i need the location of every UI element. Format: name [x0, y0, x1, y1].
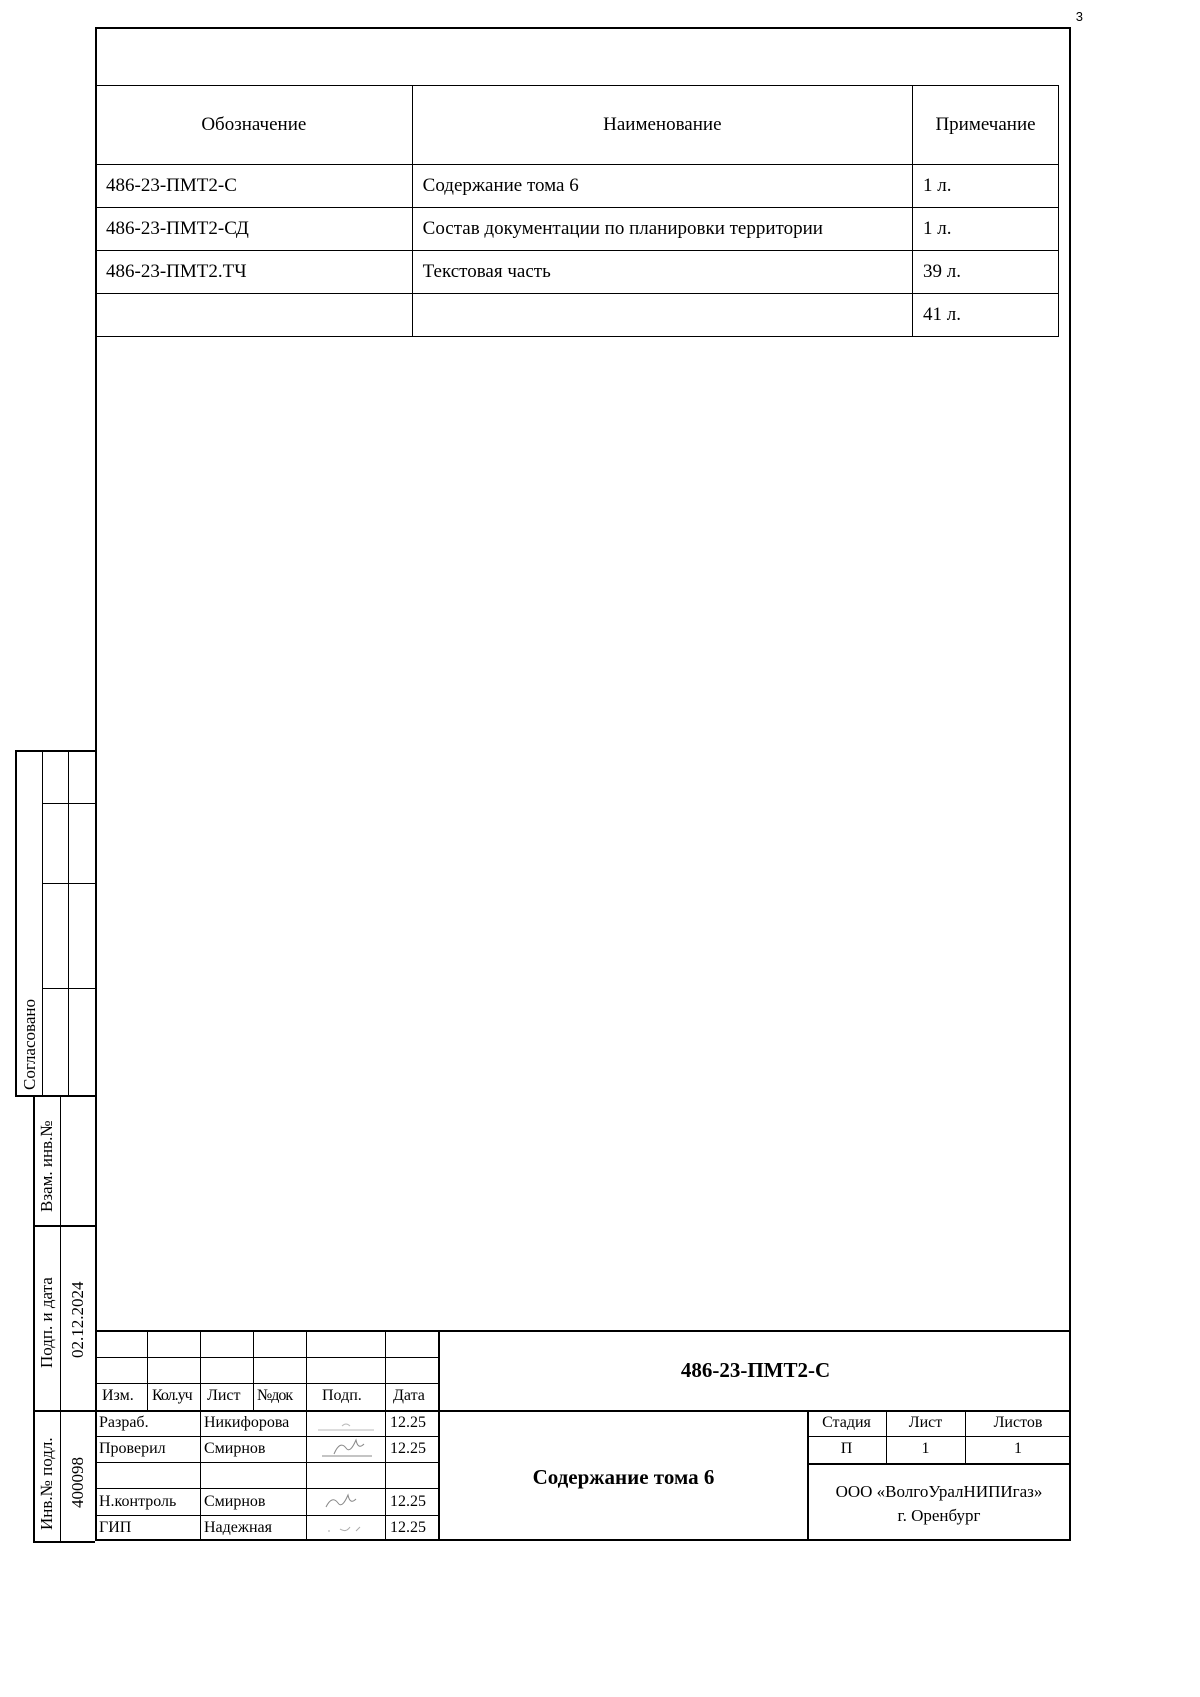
- row-note: 41 л.: [913, 294, 1059, 337]
- row-name: Содержание тома 6: [412, 165, 912, 208]
- page-number: 3: [1075, 9, 1083, 24]
- row-name: [412, 294, 912, 337]
- row-name: Состав документации по планировки территории: [412, 208, 912, 251]
- signer-date: 12.25: [390, 1440, 426, 1457]
- contents-header-row: [96, 86, 1059, 165]
- row-note: 39 л.: [913, 251, 1059, 294]
- row-designation: 486-23-ПМТ2-С: [96, 165, 413, 208]
- signature-icon: [312, 1491, 380, 1513]
- row-designation: 486-23-ПМТ2.ТЧ: [96, 251, 413, 294]
- signer-role: Н.контроль: [99, 1493, 177, 1510]
- col-list: Лист: [207, 1387, 241, 1404]
- sheet-label: Лист: [908, 1414, 943, 1431]
- sign-date-label: Подп. и дата: [37, 1277, 56, 1368]
- header-note: Примечание: [913, 86, 1059, 165]
- signer-date: 12.25: [390, 1414, 426, 1431]
- inv-value: 400098: [68, 1457, 87, 1508]
- contents-table: [95, 85, 1059, 337]
- row-designation: 486-23-ПМТ2-СД: [96, 208, 413, 251]
- replace-inv-label: Взам. инв.№: [37, 1120, 56, 1212]
- sheet-value: 1: [921, 1440, 930, 1457]
- signer-date: 12.25: [390, 1493, 426, 1510]
- col-ndok: №док: [257, 1387, 293, 1404]
- row-note: 1 л.: [913, 208, 1059, 251]
- header-designation: Обозначение: [96, 86, 413, 165]
- document-title: Содержание тома 6: [532, 1465, 715, 1489]
- col-data: Дата: [393, 1387, 425, 1404]
- signer-role: Разраб.: [99, 1414, 149, 1431]
- document-code: 486-23-ПМТ2-С: [680, 1358, 831, 1382]
- organization-city: г. Оренбург: [897, 1506, 981, 1525]
- table-row: [96, 208, 1059, 251]
- signer-role: Проверил: [99, 1440, 166, 1457]
- signature-icon: [312, 1438, 380, 1460]
- signer-name: Смирнов: [204, 1493, 266, 1510]
- signer-name: Надежная: [204, 1519, 272, 1536]
- stage-value: П: [840, 1440, 853, 1457]
- signature-icon: [312, 1414, 380, 1434]
- col-izm: Изм.: [102, 1387, 134, 1404]
- table-row: [96, 251, 1059, 294]
- signer-name: Никифорова: [204, 1414, 290, 1431]
- sheets-value: 1: [1014, 1440, 1022, 1457]
- agreed-label: Согласовано: [20, 999, 39, 1090]
- row-designation: [96, 294, 413, 337]
- table-row-total: [96, 294, 1059, 337]
- sign-date-value: 02.12.2024: [68, 1281, 87, 1358]
- row-note: 1 л.: [913, 165, 1059, 208]
- table-row: [96, 165, 1059, 208]
- inv-label: Инв.№ подл.: [37, 1437, 56, 1530]
- stage-label: Стадия: [822, 1414, 871, 1431]
- signer-date: 12.25: [390, 1519, 426, 1536]
- col-podp: Подп.: [322, 1387, 362, 1404]
- header-name: Наименование: [412, 86, 912, 165]
- signer-role: ГИП: [99, 1519, 132, 1536]
- signature-icon: [312, 1517, 380, 1539]
- signer-name: Смирнов: [204, 1440, 266, 1457]
- col-koluch: Кол.уч: [152, 1387, 192, 1404]
- organization-name: ООО «ВолгоУралНИПИгаз»: [835, 1482, 1043, 1501]
- row-name: Текстовая часть: [412, 251, 912, 294]
- sheets-label: Листов: [993, 1414, 1043, 1431]
